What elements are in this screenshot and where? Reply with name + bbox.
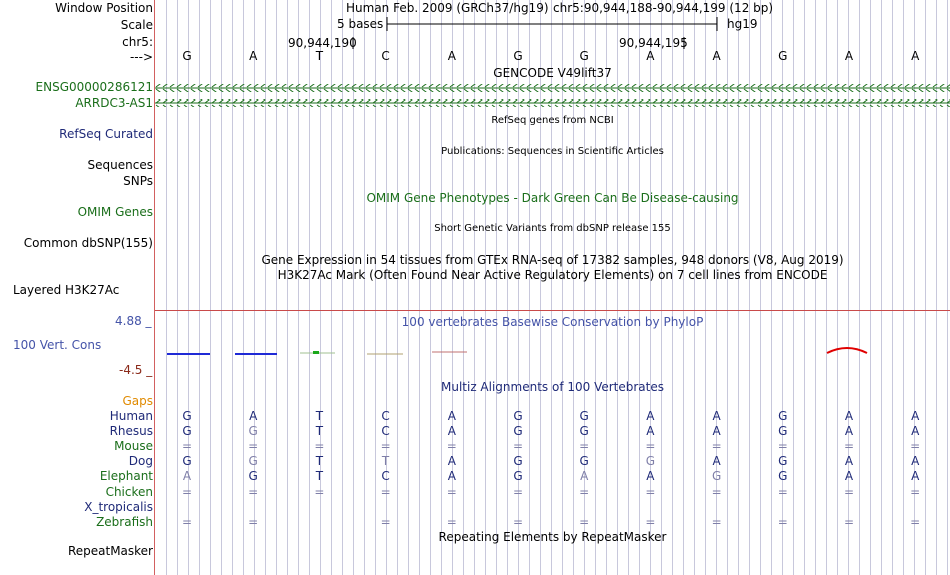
- alignment-base: =: [645, 439, 656, 454]
- gene-label-ensg[interactable]: ENSG00000286121: [35, 80, 153, 94]
- alignment-base: A: [646, 469, 655, 484]
- position-text[interactable]: chr5:90,944,188-90,944,199 (12 bp): [553, 1, 774, 15]
- base-letter: A: [249, 49, 258, 63]
- alignment-base: =: [446, 439, 457, 454]
- base-letter: G: [182, 49, 192, 63]
- alignment-base: =: [181, 514, 193, 529]
- base-letter: C: [381, 49, 390, 63]
- alignment-base: G: [579, 409, 589, 423]
- alignment-base: A: [580, 469, 589, 484]
- alignment-base: G: [182, 454, 192, 469]
- phylop-label[interactable]: 100 Vert. Cons: [13, 338, 102, 352]
- alignment-base: A: [911, 409, 920, 423]
- gencode-title[interactable]: GENCODE V49lift37: [493, 66, 612, 80]
- assembly-text: Human Feb. 2009 (GRCh37/hg19): [346, 1, 549, 15]
- alignment-base: =: [711, 484, 722, 499]
- alignment-base: A: [447, 424, 456, 439]
- alignment-base: =: [777, 439, 788, 454]
- gaps-label[interactable]: Gaps: [122, 394, 153, 408]
- alignment-base: A: [911, 454, 920, 469]
- alignment-base: A: [447, 409, 456, 423]
- base-letter: A: [447, 49, 456, 63]
- alignment-base: A: [646, 424, 655, 439]
- scale-db: hg19: [727, 17, 758, 31]
- alignment-base: G: [182, 409, 192, 423]
- alignment-base: =: [181, 484, 193, 499]
- base-letter: G: [778, 49, 788, 63]
- alignment-base: G: [579, 454, 589, 469]
- alignment-base: G: [182, 424, 192, 439]
- alignment-base: A: [712, 454, 721, 469]
- alignment-base: G: [778, 454, 788, 469]
- alignment-base: =: [181, 439, 193, 454]
- alignment-base: =: [380, 484, 391, 499]
- alignment-base: G: [248, 469, 258, 484]
- alignment-base: =: [910, 514, 921, 529]
- omim-title[interactable]: OMIM Gene Phenotypes - Dark Green Can Be Disease-causing: [366, 191, 739, 205]
- alignment-base: T: [315, 409, 324, 423]
- alignment-base: =: [579, 514, 590, 529]
- alignment-base: G: [645, 454, 656, 469]
- species-label-human[interactable]: Human: [109, 409, 153, 423]
- alignment-base: A: [182, 469, 192, 484]
- alignment-base: =: [843, 514, 855, 529]
- alignment-base: G: [513, 469, 523, 484]
- alignment-base: =: [777, 484, 788, 499]
- alignment-base: =: [579, 484, 590, 499]
- sequences-label[interactable]: Sequences: [87, 158, 153, 172]
- alignment-base: A: [844, 469, 854, 484]
- alignment-base: G: [248, 424, 258, 439]
- alignment-base: =: [843, 439, 855, 454]
- coord-right: 90,944,195: [619, 36, 688, 50]
- alignment-base: G: [513, 424, 523, 439]
- alignment-base: =: [248, 514, 259, 529]
- alignment-base: =: [711, 514, 722, 529]
- species-label-zebrafish[interactable]: Zebrafish: [96, 514, 153, 529]
- alignment-base: A: [844, 454, 854, 469]
- alignment-base: =: [843, 484, 855, 499]
- alignment-base: A: [712, 409, 721, 423]
- alignment-base: =: [910, 439, 921, 454]
- alignment-base: A: [646, 409, 655, 423]
- alignment-base: G: [579, 424, 589, 439]
- alignment-base: =: [910, 484, 921, 499]
- alignment-base: T: [315, 424, 324, 439]
- alignment-base: =: [777, 514, 788, 529]
- alignment-base: A: [844, 409, 854, 423]
- base-letter: A: [844, 49, 854, 63]
- gencode-gene-features[interactable]: [155, 80, 950, 112]
- base-letter: T: [315, 49, 324, 63]
- track-divider: [155, 309, 950, 312]
- scale-label: Scale: [120, 18, 153, 32]
- refseq-label[interactable]: RefSeq Curated: [59, 127, 153, 141]
- alignment-base: A: [447, 469, 456, 484]
- alignment-base: =: [380, 439, 391, 454]
- alignment-base: G: [513, 454, 523, 469]
- base-letter: G: [513, 49, 523, 63]
- phylop-graph[interactable]: [155, 340, 950, 360]
- phylop-min-label: -4.5 _: [119, 363, 153, 377]
- alignment-base: =: [248, 439, 259, 454]
- alignment-base: =: [248, 484, 259, 499]
- window-position-label: Window Position: [55, 1, 153, 15]
- base-letter: A: [712, 49, 721, 63]
- alignment-base: A: [844, 424, 854, 439]
- alignment-base: =: [512, 484, 524, 499]
- strand-label: --->: [129, 50, 153, 64]
- alignment-base: T: [315, 469, 324, 484]
- alignment-base: =: [446, 484, 457, 499]
- alignment-base: =: [645, 484, 656, 499]
- alignment-base: G: [778, 424, 788, 439]
- repeatmasker-label[interactable]: RepeatMasker: [67, 544, 153, 558]
- phylop-title[interactable]: 100 vertebrates Basewise Conservation by PhyloP: [401, 315, 704, 329]
- h3k27ac-title[interactable]: H3K27Ac Mark (Often Found Near Active Regulatory Elements) on 7 cell lines from ENCODE: [277, 268, 828, 282]
- dbsnp-label[interactable]: Common dbSNP(155): [23, 236, 153, 250]
- alignment-base: =: [579, 439, 590, 454]
- publications-title[interactable]: Publications: Sequences in Scientific Articles: [441, 146, 664, 157]
- repeatmasker-title[interactable]: Repeating Elements by RepeatMasker: [438, 530, 667, 544]
- alignment-base: A: [447, 454, 456, 469]
- alignment-base: =: [512, 514, 524, 529]
- alignment-base: G: [778, 409, 788, 423]
- species-label-mouse[interactable]: Mouse: [114, 439, 153, 454]
- alignment-base: A: [911, 469, 920, 484]
- gtex-title[interactable]: Gene Expression in 54 tissues from GTEx RNA-seq of 17382 samples, 948 donors (V8, Aug 2019): [261, 253, 844, 267]
- alignment-base: T: [315, 454, 324, 469]
- alignment-base: =: [314, 439, 325, 454]
- alignment-base: C: [381, 469, 390, 484]
- alignment-base: A: [249, 409, 258, 423]
- alignment-base: C: [381, 409, 390, 423]
- alignment-base: A: [712, 424, 721, 439]
- alignment-base: C: [381, 424, 390, 439]
- species-label-chicken[interactable]: Chicken: [105, 484, 153, 499]
- alignment-base: =: [711, 439, 722, 454]
- species-label-rhesus[interactable]: Rhesus: [109, 424, 153, 439]
- alignment-base: G: [778, 469, 788, 484]
- alignment-base: =: [446, 514, 457, 529]
- snps-label[interactable]: SNPs: [123, 174, 153, 188]
- alignment-base: T: [381, 454, 390, 469]
- omim-label[interactable]: OMIM Genes: [77, 205, 153, 219]
- alignment-base: =: [380, 514, 391, 529]
- refseq-title[interactable]: RefSeq genes from NCBI: [491, 115, 614, 126]
- base-letter: G: [579, 49, 589, 63]
- alignment-base: =: [512, 439, 524, 454]
- alignment-base: G: [711, 469, 722, 484]
- chrom-label: chr5:: [122, 35, 153, 49]
- alignment-base: G: [248, 454, 258, 469]
- base-letter: A: [646, 49, 655, 63]
- h3k27ac-label[interactable]: Layered H3K27Ac: [13, 283, 120, 297]
- species-label-dog[interactable]: Dog: [128, 454, 153, 469]
- scale-text: 5 bases: [337, 17, 384, 31]
- alignment-base: =: [314, 484, 325, 499]
- gene-label-arrdc3-as1[interactable]: ARRDC3-AS1: [75, 96, 153, 110]
- species-label-x_tropicalis[interactable]: X_tropicalis: [84, 499, 153, 514]
- alignment-base: A: [911, 424, 920, 439]
- phylop-max-label: 4.88 _: [115, 314, 152, 328]
- base-letter: A: [911, 49, 920, 63]
- species-label-elephant[interactable]: Elephant: [99, 469, 153, 484]
- dbsnp-title[interactable]: Short Genetic Variants from dbSNP release 155: [434, 223, 671, 234]
- alignment-base: G: [513, 409, 523, 423]
- alignment-base: =: [645, 514, 656, 529]
- multiz-title[interactable]: Multiz Alignments of 100 Vertebrates: [440, 380, 665, 394]
- coord-left: 90,944,190: [288, 36, 357, 50]
